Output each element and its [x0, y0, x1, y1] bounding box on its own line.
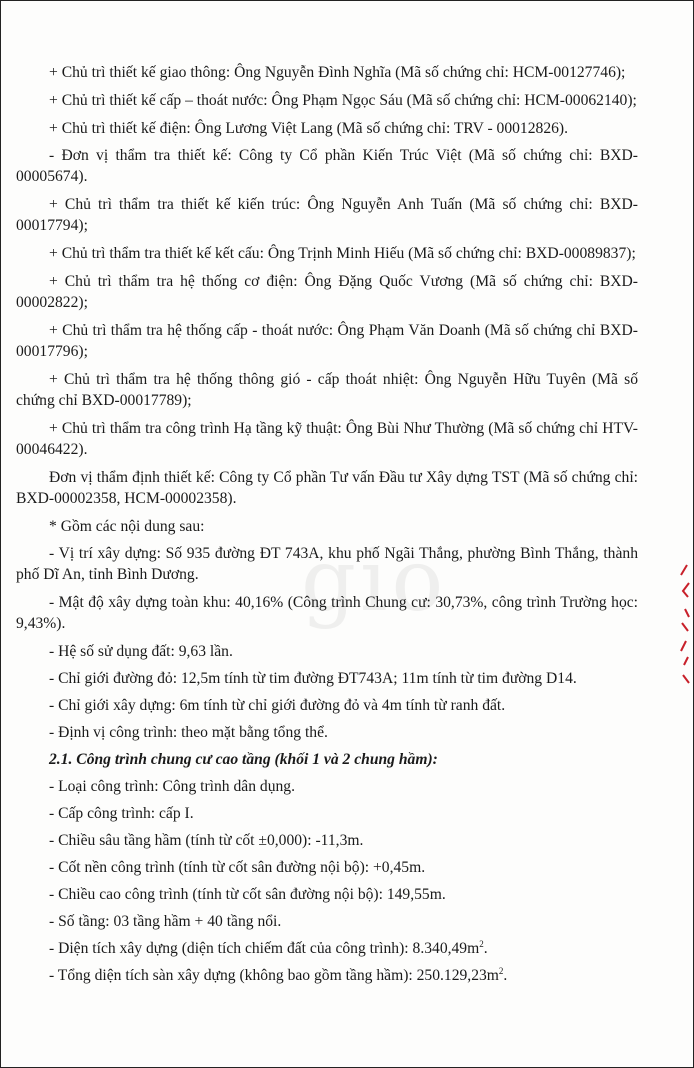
list-item: - Cấp công trình: cấp I. — [49, 805, 194, 822]
paragraph: + Chủ trì thẩm tra thiết kế kết cấu: Ông Trịnh Minh Hiếu (Mã số chứng chỉ: BXD-00089837); — [49, 245, 636, 262]
paragraph: + Chủ trì thẩm tra hệ thống cấp - thoát nước: Ông Phạm Văn Doanh (Mã số chứng chỉ BXD-00017796); — [16, 322, 638, 360]
paragraph: - Mật độ xây dựng toàn khu: 40,16% (Công trình Chung cư: 30,73%, công trình Trường học: 9,43%). — [16, 594, 638, 632]
paragraph: Đơn vị thẩm định thiết kế: Công ty Cổ phần Tư vấn Đầu tư Xây dựng TST (Mã số chứng chỉ: BXD-00002358, HCM-00002358). — [16, 469, 638, 507]
paragraph: * Gồm các nội dung sau: — [49, 518, 205, 535]
superscript: 2 — [479, 938, 484, 949]
paragraph: - Chỉ giới xây dựng: 6m tính từ chỉ giới đường đỏ và 4m tính từ ranh đất. — [49, 697, 506, 714]
list-item — [16, 938, 638, 959]
superscript: 2 — [498, 965, 504, 976]
suffix: . — [503, 967, 508, 984]
paragraph: + Chủ trì thẩm tra thiết kế kiến trúc: Ông Nguyễn Anh Tuấn (Mã số chứng chỉ: BXD-00017794); — [16, 196, 638, 234]
list-item: - Loại công trình: Công trình dân dụng. — [49, 778, 295, 795]
paragraph: + Chủ trì thẩm tra công trình Hạ tầng kỹ thuật: Ông Bùi Như Thường (Mã số chứng chỉ HTV-00046422). — [16, 420, 638, 458]
list-item — [16, 965, 638, 986]
paragraph: + Chủ trì thẩm tra hệ thống thông gió - cấp thoát nhiệt: Ông Nguyễn Hữu Tuyên (Mã số chứng chỉ BXD-00017789); — [16, 371, 638, 409]
list-item: - Chiều cao công trình (tính từ cốt sân đường nội bộ): 149,55m. — [49, 886, 446, 903]
list-item: - Chiều sâu tầng hầm (tính từ cốt ±0,000): -11,3m. — [49, 832, 364, 849]
paragraph: - Đơn vị thẩm tra thiết kế: Công ty Cổ phần Kiến Trúc Việt (Mã số chứng chỉ: BXD-00005674). — [16, 147, 638, 185]
list-item: - Số tầng: 03 tầng hầm + 40 tầng nổi. — [49, 913, 282, 930]
paragraph: - Định vị công trình: theo mặt bằng tổng thể. — [49, 724, 328, 741]
list-item-text: - Tổng diện tích sàn xây dựng (không bao gồm tầng hầm): 250.129,23m — [49, 967, 499, 984]
paragraph: + Chủ trì thẩm tra hệ thống cơ điện: Ông Đặng Quốc Vương (Mã số chứng chỉ: BXD-00002822); — [16, 273, 638, 311]
section-heading: 2.1. Công trình chung cư cao tầng (khối 1 và 2 chung hầm): — [49, 751, 438, 768]
paragraph: - Chỉ giới đường đỏ: 12,5m tính từ tim đường ĐT743A; 11m tính từ tim đường D14. — [49, 670, 577, 687]
red-stamp-edge — [677, 561, 691, 691]
suffix: . — [483, 940, 488, 957]
paragraph: + Chủ trì thiết kế điện: Ông Lương Việt Lang (Mã số chứng chỉ: TRV - 00012826). — [49, 120, 569, 137]
watermark: gio — [301, 531, 448, 631]
paragraph: + Chủ trì thiết kế giao thông: Ông Nguyễn Đình Nghĩa (Mã số chứng chỉ: HCM-00127746); — [49, 64, 626, 81]
paragraph: - Hệ số sử dụng đất: 9,63 lần. — [49, 643, 233, 660]
paragraph: - Vị trí xây dựng: Số 935 đường ĐT 743A, khu phố Ngãi Thắng, phường Bình Thắng, thành phố Dĩ An, tỉnh Bình Dương. — [16, 545, 638, 583]
paragraph: + Chủ trì thiết kế cấp – thoát nước: Ông Phạm Ngọc Sáu (Mã số chứng chỉ: HCM-00062140); — [49, 92, 637, 109]
list-item-text: - Diện tích xây dựng (diện tích chiếm đất của công trình): 8.340,49m — [49, 940, 480, 957]
document-body — [16, 62, 638, 992]
list-item: - Cốt nền công trình (tính từ cốt sân đường nội bộ): +0,45m. — [49, 859, 426, 876]
